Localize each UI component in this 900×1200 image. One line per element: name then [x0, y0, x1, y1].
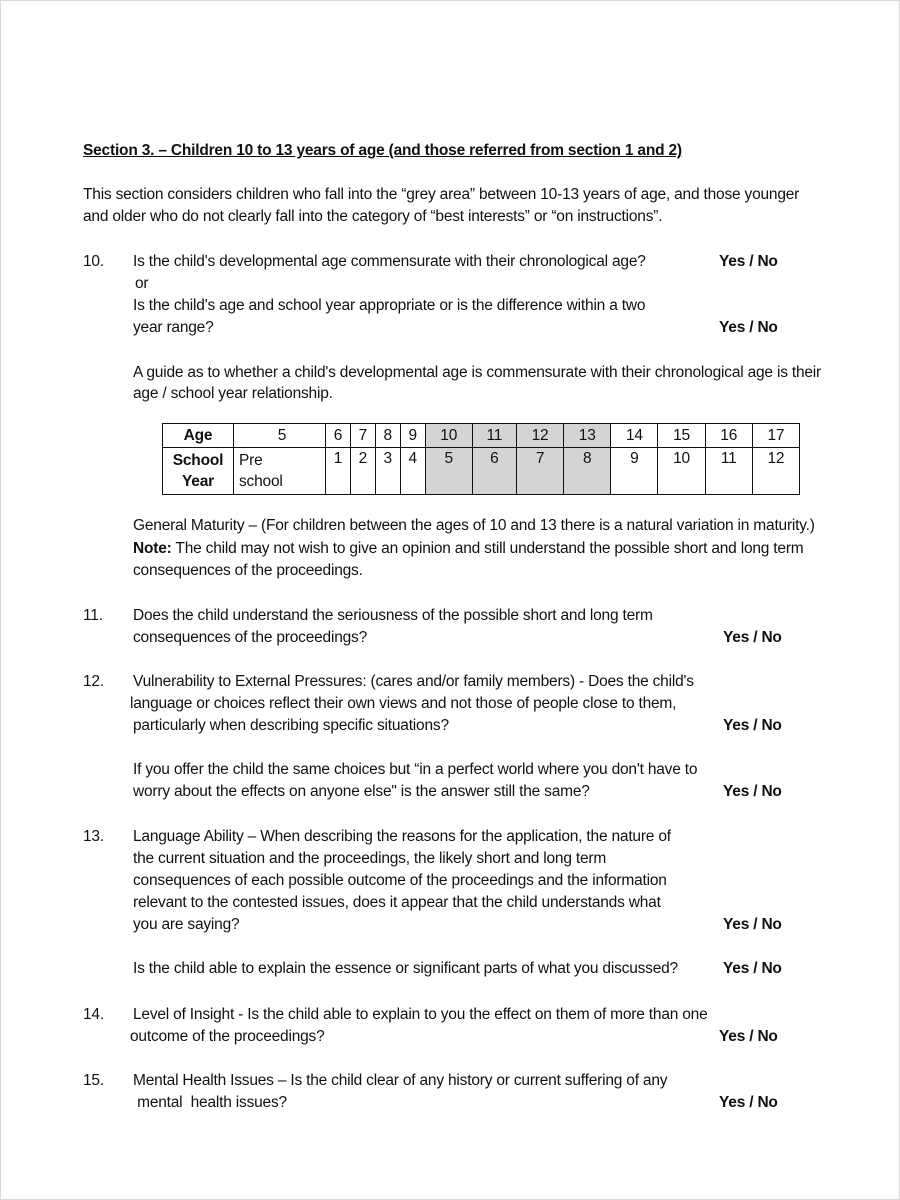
- age-cell: 7: [350, 424, 375, 448]
- age-row-label: Age: [163, 424, 234, 448]
- age-cell-highlighted: 13: [564, 424, 611, 448]
- q15-text-line-2: mental health issues?: [133, 1094, 287, 1111]
- age-cell-highlighted: 11: [472, 424, 516, 448]
- year-cell: 12: [752, 448, 799, 495]
- q12-text-line-3: particularly when describing specific situations?: [133, 717, 449, 734]
- year-cell: 2: [350, 448, 375, 495]
- year-cell: 11: [705, 448, 752, 495]
- age-cell: 16: [705, 424, 752, 448]
- q10-yes-no-1: Yes / No: [719, 253, 778, 270]
- school-year-row: [163, 448, 800, 495]
- q15-text-line-1: Mental Health Issues – Is the child clear of any history or current suffering of any: [133, 1072, 668, 1089]
- question-number-12: 12.: [83, 673, 104, 690]
- school-year-label-line-1: School: [172, 452, 224, 469]
- maturity-line-1: General Maturity – (For children between the ages of 10 and 13 there is a natural variation in maturity.): [133, 517, 815, 534]
- preschool-line-2: school: [239, 473, 283, 490]
- school-year-label-line-2: Year: [182, 473, 214, 490]
- q12-text-line-4: If you offer the child the same choices but “in a perfect world where you don't have to: [133, 761, 698, 778]
- age-cell: 15: [658, 424, 705, 448]
- intro-text-line-2: and older who do not clearly fall into the category of “best interests” or “on instructions”.: [83, 208, 663, 225]
- section-title: Section 3. – Children 10 to 13 years of age (and those referred from section 1 and 2): [83, 142, 682, 159]
- q10-text-line-1: Is the child's developmental age commensurate with their chronological age?: [133, 253, 646, 270]
- q13-text-line-5: you are saying?: [133, 916, 240, 933]
- q12-text-line-2: language or choices reflect their own views and not those of people close to them,: [130, 695, 677, 712]
- q12-text-line-1: Vulnerability to External Pressures: (cares and/or family members) - Does the child's: [133, 673, 694, 690]
- q13-text-line-4: relevant to the contested issues, does it appear that the child understands what: [133, 894, 661, 911]
- intro-text-line-1: This section considers children who fall into the “grey area” between 10-13 years of age, and those younger: [83, 186, 800, 203]
- q10-guide-line-1: A guide as to whether a child's developmental age is commensurate with their chronological age is their: [133, 364, 822, 381]
- question-number-10: 10.: [83, 253, 104, 270]
- q10-text-line-2: Is the child's age and school year appropriate or is the difference within a two: [133, 297, 646, 314]
- q14-text-line-2: outcome of the proceedings?: [130, 1028, 325, 1045]
- age-cell: 9: [400, 424, 425, 448]
- age-cell: 17: [752, 424, 799, 448]
- maturity-line-3: consequences of the proceedings.: [133, 562, 363, 579]
- age-cell-highlighted: 10: [425, 424, 472, 448]
- q13-yes-no-1: Yes / No: [723, 916, 782, 933]
- school-year-row-label: [163, 448, 234, 495]
- q14-text-line-1: Level of Insight - Is the child able to explain to you the effect on them of more than one: [133, 1006, 708, 1023]
- q10-guide-line-2: age / school year relationship.: [133, 385, 333, 402]
- question-number-13: 13.: [83, 828, 104, 845]
- age-row: [163, 424, 800, 448]
- q13-text-line-6: Is the child able to explain the essence or significant parts of what you discussed?: [133, 960, 678, 977]
- year-cell-highlighted: 8: [564, 448, 611, 495]
- age-school-year-table: [162, 423, 800, 495]
- year-cell: 10: [658, 448, 705, 495]
- year-cell-highlighted: 7: [516, 448, 563, 495]
- question-number-15: 15.: [83, 1072, 104, 1089]
- maturity-line-2: [133, 538, 804, 560]
- year-cell-highlighted: 5: [425, 448, 472, 495]
- year-cell: 4: [400, 448, 425, 495]
- age-cell-highlighted: 12: [516, 424, 563, 448]
- q13-text-line-3: consequences of each possible outcome of the proceedings and the information: [133, 872, 667, 889]
- q11-yes-no: Yes / No: [723, 629, 782, 646]
- age-cell: 8: [375, 424, 400, 448]
- q13-text-line-1: Language Ability – When describing the reasons for the application, the nature of: [133, 828, 671, 845]
- preschool-cell: [234, 448, 326, 495]
- q15-yes-no: Yes / No: [719, 1094, 778, 1111]
- age-cell: 5: [234, 424, 326, 448]
- year-cell: 9: [611, 448, 658, 495]
- q11-text-line-2: consequences of the proceedings?: [133, 629, 368, 646]
- note-label: Note:: [133, 540, 172, 557]
- q13-yes-no-2: Yes / No: [723, 960, 782, 977]
- year-cell: 1: [326, 448, 351, 495]
- q12-yes-no-1: Yes / No: [723, 717, 782, 734]
- question-number-14: 14.: [83, 1006, 104, 1023]
- q14-yes-no: Yes / No: [719, 1028, 778, 1045]
- question-number-11: 11.: [83, 607, 103, 624]
- q12-text-line-5: worry about the effects on anyone else" is the answer still the same?: [133, 783, 590, 800]
- year-cell: 3: [375, 448, 400, 495]
- q11-text-line-1: Does the child understand the seriousness of the possible short and long term: [133, 607, 653, 624]
- year-cell-highlighted: 6: [472, 448, 516, 495]
- age-cell: 6: [326, 424, 351, 448]
- q12-yes-no-2: Yes / No: [723, 783, 782, 800]
- age-cell: 14: [611, 424, 658, 448]
- preschool-line-1: Pre: [239, 452, 263, 469]
- note-text: The child may not wish to give an opinion and still understand the possible short and long term: [171, 540, 804, 557]
- q10-yes-no-2: Yes / No: [719, 319, 778, 336]
- q13-text-line-2: the current situation and the proceedings, the likely short and long term: [133, 850, 607, 867]
- q10-or: or: [135, 275, 149, 292]
- q10-text-line-3: year range?: [133, 319, 214, 336]
